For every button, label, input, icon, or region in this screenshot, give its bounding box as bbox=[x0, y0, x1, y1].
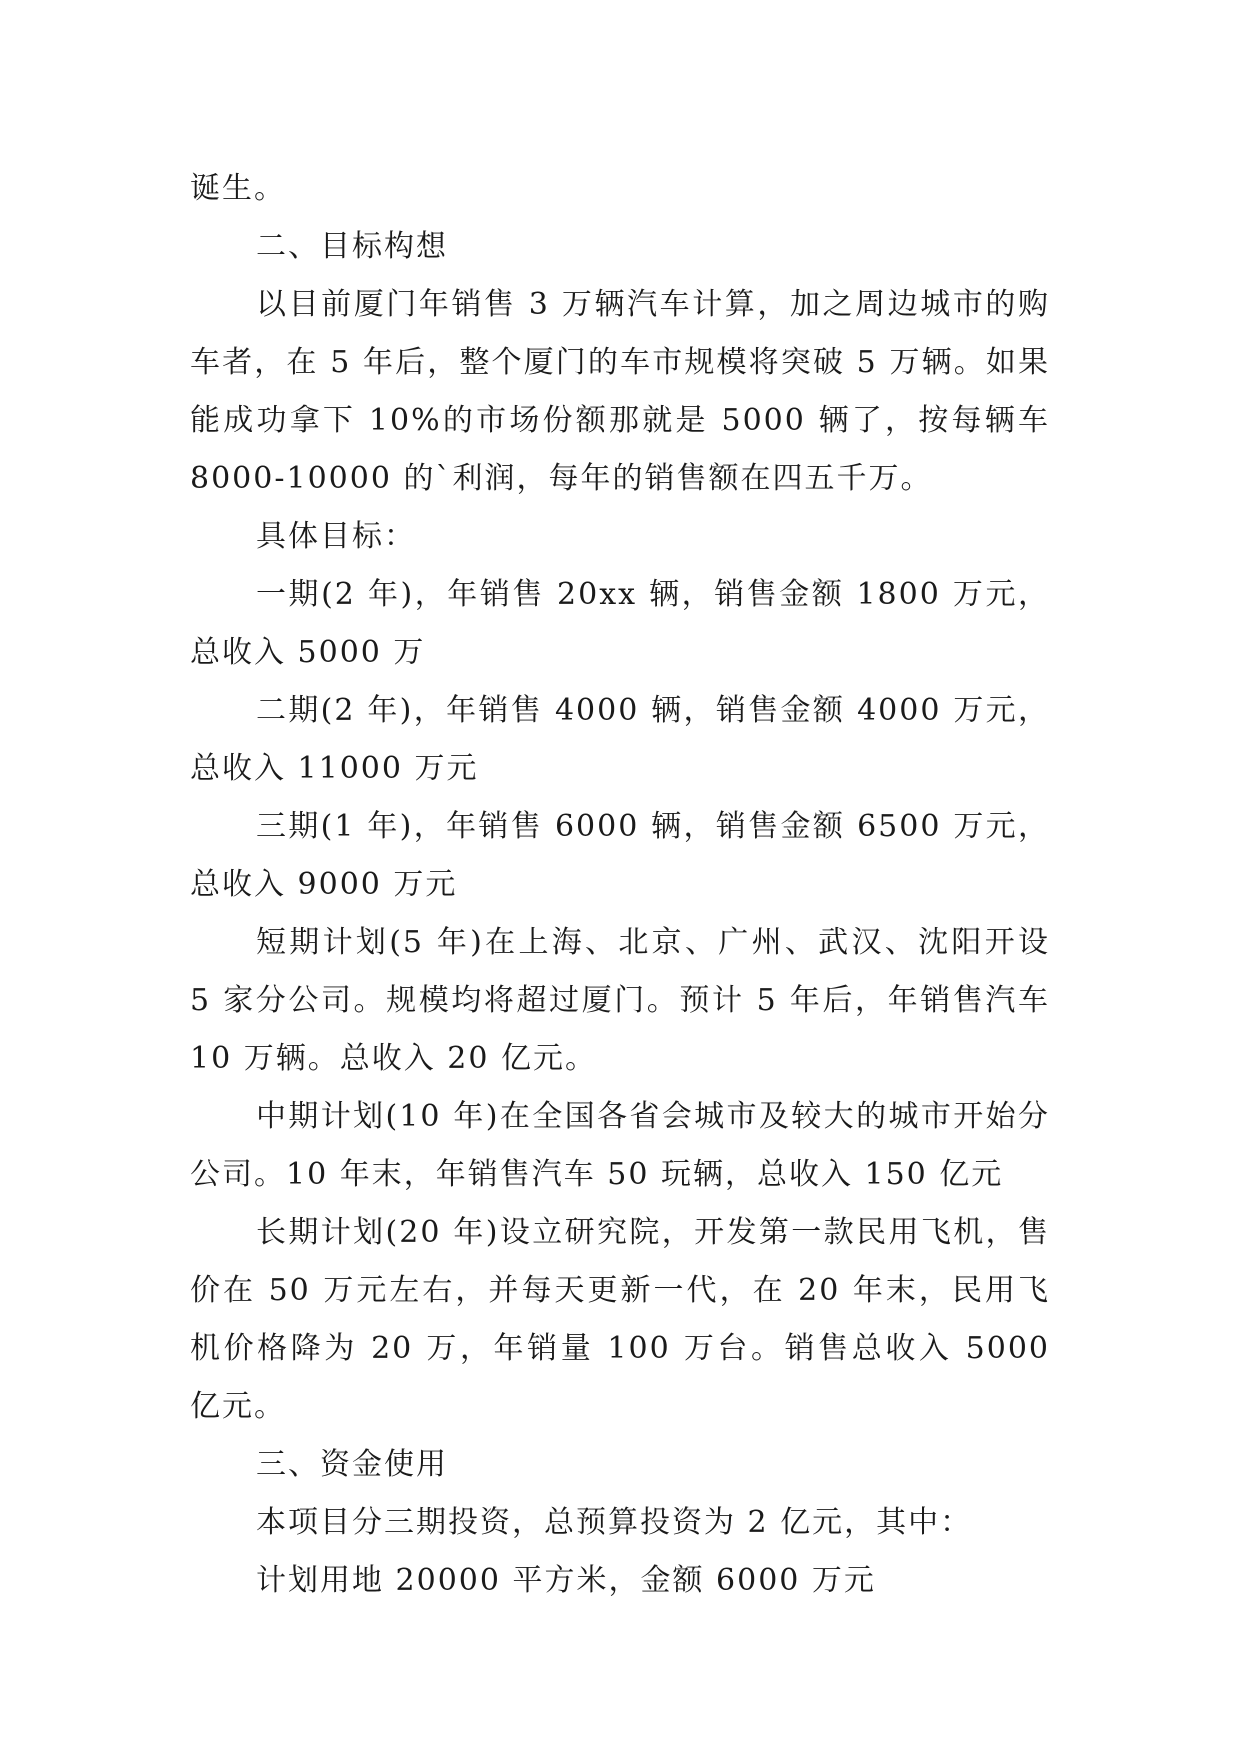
paragraph: 计划用地 20000 平方米，金额 6000 万元 bbox=[256, 1563, 876, 1598]
paragraph: 诞生。 bbox=[190, 171, 286, 206]
paragraph: 长期计划(20 年)设立研究院，开发第一款民用飞机，售价在 50 万元左右，并每天更新一代，在 20 年末，民用飞机价格降为 20 万，年销量 100 万台。销售总收入 5000 亿元。 bbox=[190, 1215, 1050, 1424]
paragraph: 本项目分三期投资，总预算投资为 2 亿元，其中： bbox=[256, 1505, 973, 1540]
paragraph: 一期(2 年)，年销售 20xx 辆，销售金额 1800 万元，总收入 5000 万 bbox=[190, 577, 1050, 670]
paragraph: 三期(1 年)，年销售 6000 辆，销售金额 6500 万元，总收入 9000 万元 bbox=[190, 809, 1050, 902]
paragraph: 具体目标： bbox=[256, 519, 416, 554]
paragraph: 二期(2 年)，年销售 4000 辆，销售金额 4000 万元，总收入 11000 万元 bbox=[190, 693, 1050, 786]
section-heading: 三、资金使用 bbox=[256, 1447, 448, 1482]
paragraph: 以目前厦门年销售 3 万辆汽车计算，加之周边城市的购车者，在 5 年后，整个厦门的车市规模将突破 5 万辆。如果能成功拿下 10%的市场份额那就是 5000 辆了，按每辆车 8000-10000 的`利润，每年的销售额在四五千万。 bbox=[190, 287, 1050, 496]
paragraph: 中期计划(10 年)在全国各省会城市及较大的城市开始分公司。10 年末，年销售汽车 50 玩辆，总收入 150 亿元 bbox=[190, 1099, 1050, 1192]
paragraph: 短期计划(5 年)在上海、北京、广州、武汉、沈阳开设 5 家分公司。规模均将超过厦门。预计 5 年后，年销售汽车 10 万辆。总收入 20 亿元。 bbox=[190, 925, 1050, 1076]
section-heading: 二、目标构想 bbox=[256, 229, 448, 264]
document-body bbox=[190, 160, 1050, 1610]
